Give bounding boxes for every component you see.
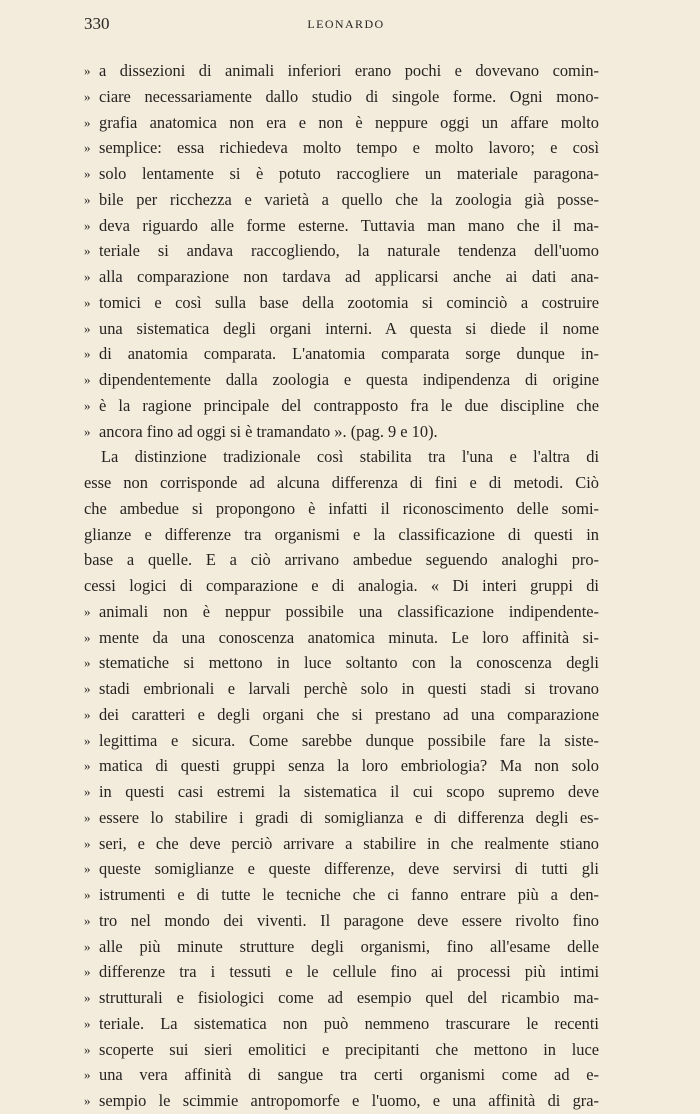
line-text: tro nel mondo dei viventi. Il paragone deve essere rivolto fino <box>99 910 599 930</box>
text-line <box>84 238 599 264</box>
line-text: glianze e differenze tra organismi e la classificazione di questi in <box>84 524 599 544</box>
line-text: stadi embrionali e larvali perchè solo in questi stadi si trovano <box>99 679 599 698</box>
line-text: grafia anatomica non era e non è neppure oggi un affare molto <box>99 112 599 132</box>
quotation-mark: » <box>84 1041 91 1057</box>
text-line <box>84 650 599 676</box>
quotation-mark: » <box>84 191 91 207</box>
line-text: base a quelle. E a ciò arrivano ambedue seguendo analoghi pro- <box>84 550 599 570</box>
quotation-mark: » <box>84 372 91 387</box>
line-text: sempio le scimmie antropomorfe e l'uomo, e una affinità di gra- <box>99 1091 599 1110</box>
text-line <box>84 522 599 548</box>
text-line <box>84 496 599 522</box>
line-text: ciare necessariamente dallo studio di singole forme. Ogni mono- <box>99 86 599 106</box>
running-title: LEONARDO <box>307 17 385 31</box>
text-line <box>84 779 599 805</box>
text-line <box>84 1088 599 1114</box>
text-line <box>84 959 599 985</box>
quotation-mark: » <box>84 990 91 1005</box>
line-text: di anatomia comparata. L'anatomia comparata sorge dunque in- <box>99 344 599 364</box>
line-text: essere lo stabilire i gradi di somiglianza e di differenza degli es- <box>99 807 599 827</box>
line-text: legittima e sicura. Come sarebbe dunque possibile fare la siste- <box>99 730 599 750</box>
text-line <box>84 676 599 702</box>
quotation-mark: » <box>84 63 91 78</box>
line-text: teriale. La sistematica non può nemmeno trascurare le recenti <box>99 1013 599 1033</box>
quotation-mark: » <box>84 294 91 310</box>
text-line <box>84 934 599 960</box>
line-text: strutturali e fisiologici come ad esempio quel del ricambio ma- <box>99 988 599 1007</box>
quotation-mark: » <box>84 912 91 928</box>
quotation-mark: » <box>84 758 91 774</box>
text-line <box>84 625 599 651</box>
text-line <box>84 805 599 831</box>
quotation-mark: » <box>84 1093 91 1108</box>
text-line <box>84 1011 599 1037</box>
text-line <box>84 753 599 779</box>
text-line <box>84 444 599 470</box>
text-line <box>84 882 599 908</box>
line-text: alla comparazione non tardava ad applicarsi anche ai dati ana- <box>99 267 599 286</box>
text-line <box>84 831 599 857</box>
line-text: queste somiglianze e queste differenze, deve servirsi di tutti gli <box>99 859 599 879</box>
text-line <box>84 264 599 290</box>
running-head <box>84 14 608 38</box>
text-line <box>84 290 599 316</box>
line-text: teriale si andava raccogliendo, la naturale tendenza dell'uomo <box>99 241 599 261</box>
text-line <box>84 161 599 187</box>
text-line <box>84 547 599 573</box>
line-text: animali non è neppur possibile una classificazione indipendente- <box>99 601 599 621</box>
quotation-mark: » <box>84 603 91 619</box>
line-text: differenze tra i tessuti e le cellule fino ai processi più intimi <box>99 962 599 982</box>
quotation-mark: » <box>84 1067 91 1083</box>
text-line <box>84 187 599 213</box>
text-line <box>84 316 599 342</box>
line-text: deva riguardo alle forme esterne. Tuttavia man mano che il ma- <box>99 215 599 235</box>
text-line <box>84 341 599 367</box>
quotation-mark: » <box>84 166 91 181</box>
text-line <box>84 213 599 239</box>
line-text: bile per ricchezza e varietà a quello che la zoologia già posse- <box>99 189 599 209</box>
quotation-mark: » <box>84 140 91 156</box>
quotation-mark: » <box>84 423 91 439</box>
line-text: dipendentemente dalla zoologia e questa indipendenza di origine <box>99 370 599 389</box>
text-line <box>84 702 599 728</box>
line-text: in questi casi estremi la sistematica il cui scopo supremo deve <box>99 782 599 801</box>
line-text: scoperte sui sieri emolitici e precipitanti che mettono in luce <box>99 1039 599 1059</box>
text-line <box>84 1062 599 1088</box>
line-text: matica di questi gruppi senza la loro embriologia? Ma non solo <box>99 756 599 776</box>
line-text: semplice: essa richiedeva molto tempo e molto lavoro; e così <box>99 138 599 158</box>
body-text <box>84 58 599 1114</box>
quotation-mark: » <box>84 1015 91 1031</box>
line-text: una vera affinità di sangue tra certi organismi come ad e- <box>99 1065 599 1085</box>
line-text: che ambedue si propongono è infatti il riconoscimento delle somi- <box>84 498 599 518</box>
quotation-mark: » <box>84 397 91 413</box>
line-text: cessi logici di comparazione e di analogia. « Di interi gruppi di <box>84 576 599 595</box>
text-line <box>84 419 599 445</box>
quotation-mark: » <box>84 217 91 233</box>
quotation-mark: » <box>84 887 91 902</box>
text-line <box>84 856 599 882</box>
line-text: istrumenti e di tutte le tecniche che ci fanno entrare più a den- <box>99 885 599 904</box>
text-line <box>84 58 599 84</box>
text-line <box>84 985 599 1011</box>
quotation-mark: » <box>84 269 91 284</box>
quotation-mark: » <box>84 629 91 645</box>
quotation-mark: » <box>84 861 91 877</box>
line-text: mente da una conoscenza anatomica minuta. Le loro affinità si- <box>99 627 599 647</box>
text-line <box>84 393 599 419</box>
text-line <box>84 110 599 136</box>
text-line <box>84 135 599 161</box>
quotation-mark: » <box>84 346 91 362</box>
quotation-mark: » <box>84 320 91 336</box>
text-line <box>84 599 599 625</box>
quotation-mark: » <box>84 809 91 825</box>
line-text: è la ragione principale del contrapposto fra le due discipline che <box>99 395 599 415</box>
quotation-mark: » <box>84 114 91 130</box>
quotation-mark: » <box>84 681 91 696</box>
page-number: 330 <box>84 14 110 33</box>
text-line <box>84 470 599 496</box>
text-line <box>84 908 599 934</box>
line-text: stematiche si mettono in luce soltanto con la conoscenza degli <box>99 653 599 673</box>
line-text: ancora fino ad oggi si è tramandato ». (pag. 9 e 10). <box>99 421 438 441</box>
line-text: a dissezioni di animali inferiori erano pochi e dovevano comin- <box>99 61 599 80</box>
quotation-mark: » <box>84 732 91 748</box>
text-line <box>84 1037 599 1063</box>
text-line <box>84 573 599 599</box>
text-line <box>84 728 599 754</box>
line-text: solo lentamente si è potuto raccogliere un materiale paragona- <box>99 164 599 183</box>
quotation-mark: » <box>84 243 91 259</box>
text-line <box>84 367 599 393</box>
quotation-mark: » <box>84 938 91 954</box>
quotation-mark: » <box>84 706 91 722</box>
line-text: alle più minute strutture degli organismi, fino all'esame delle <box>99 936 599 956</box>
quotation-mark: » <box>84 964 91 980</box>
quotation-mark: » <box>84 835 91 851</box>
line-text: La distinzione tradizionale così stabilita tra l'una e l'altra di <box>101 447 599 467</box>
line-text: esse non corrisponde ad alcuna differenza di fini e di metodi. Ciò <box>84 473 599 492</box>
line-text: seri, e che deve perciò arrivare a stabilire in che realmente stiano <box>99 833 599 853</box>
line-text: tomici e così sulla base della zootomia si cominciò a costruire <box>99 292 599 312</box>
text-line <box>84 84 599 110</box>
quotation-mark: » <box>84 784 91 799</box>
quotation-mark: » <box>84 88 91 104</box>
line-text: una sistematica degli organi interni. A questa si diede il nome <box>99 318 599 338</box>
line-text: dei caratteri e degli organi che si prestano ad una comparazione <box>99 704 599 724</box>
quotation-mark: » <box>84 655 91 671</box>
